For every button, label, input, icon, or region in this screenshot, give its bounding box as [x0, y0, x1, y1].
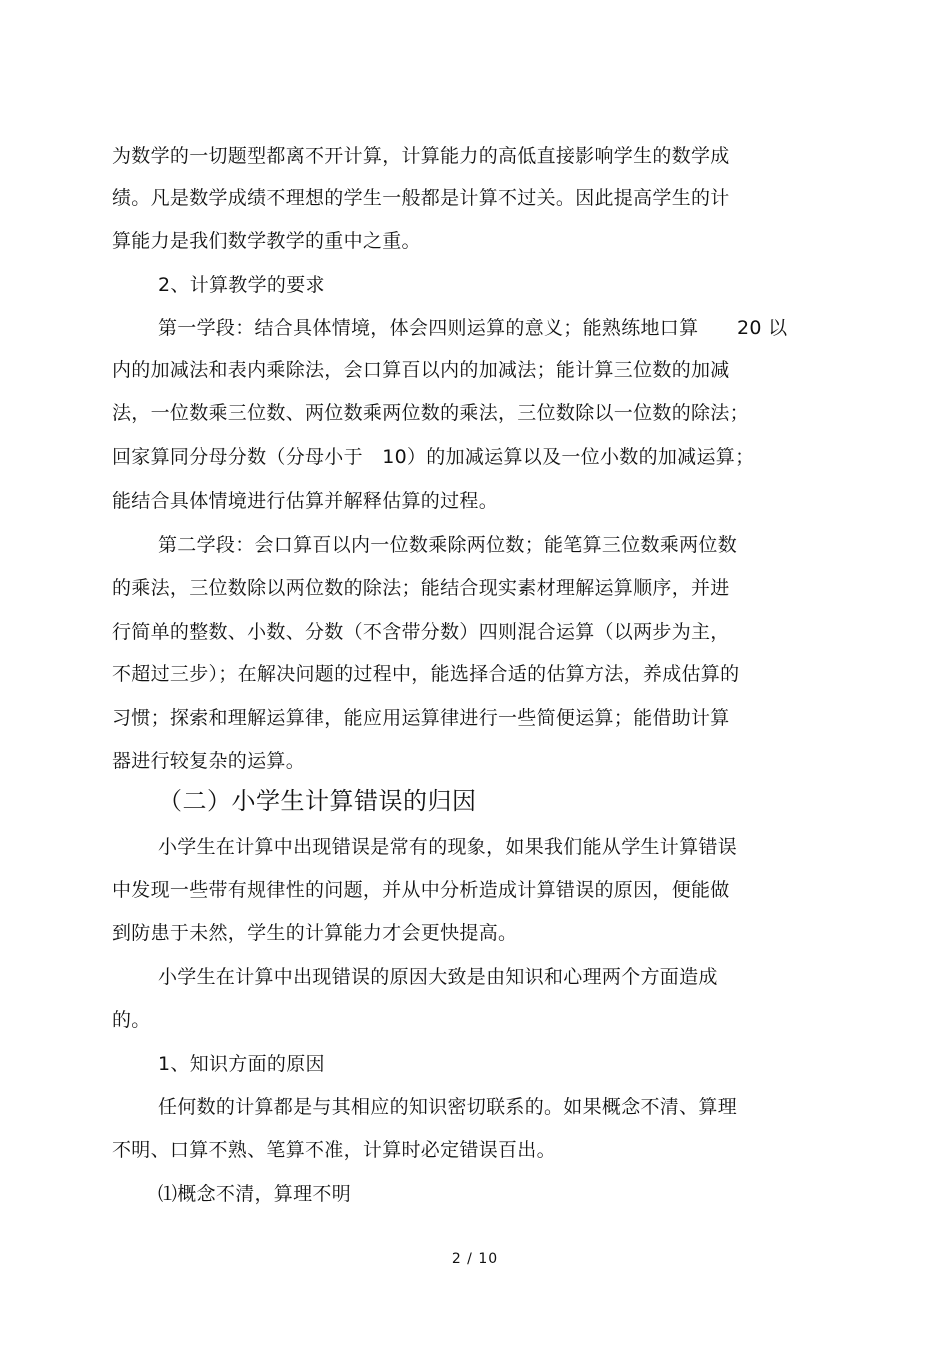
paragraph-line: 内的加减法和表内乘除法，会口算百以内的加减法；能计算三位数的加减: [112, 359, 730, 381]
page-number: 2 / 10: [451, 1251, 499, 1267]
paragraph-line: 小学生在计算中出现错误的原因大致是由知识和心理两个方面造成: [158, 966, 718, 988]
paragraph-line: 第二学段：会口算百以内一位数乘除两位数；能笔算三位数乘两位数: [158, 534, 738, 556]
paragraph-line: 行简单的整数、小数、分数（不含带分数）四则混合运算（以两步为主，: [112, 621, 730, 643]
paragraph-line: 算能力是我们数学教学的重中之重。: [112, 230, 421, 252]
paragraph-line: 任何数的计算都是与其相应的知识密切联系的。如果概念不清、算理: [158, 1096, 738, 1118]
paragraph-line: 回家算同分母分数（分母小于 10）的加减运算以及一位小数的加减运算；: [112, 446, 755, 468]
paragraph-line: 不超过三步）；在解决问题的过程中，能选择合适的估算方法，养成估算的: [112, 663, 740, 685]
paragraph-line: 不明、口算不熟、笔算不准，计算时必定错误百出。: [112, 1139, 556, 1161]
paragraph-line: 的。: [112, 1009, 151, 1031]
paragraph-line: 的乘法，三位数除以两位数的除法；能结合现实素材理解运算顺序，并进: [112, 577, 730, 599]
list-item-heading: ⑴概念不清，算理不明: [158, 1183, 352, 1205]
paragraph-line: 第一学段：结合具体情境，体会四则运算的意义；能熟练地口算 20 以: [158, 317, 788, 339]
paragraph-line: 为数学的一切题型都离不开计算，计算能力的高低直接影响学生的数学成: [112, 145, 730, 167]
paragraph-line: 绩。凡是数学成绩不理想的学生一般都是计算不过关。因此提高学生的计: [112, 187, 730, 209]
section-subheading: 1、知识方面的原因: [158, 1053, 325, 1075]
paragraph-line: 习惯；探索和理解运算律，能应用运算律进行一些简便运算；能借助计算: [112, 707, 730, 729]
section-heading: （二）小学生计算错误的归因: [158, 787, 477, 815]
paragraph-line: 到防患于未然，学生的计算能力才会更快提高。: [112, 922, 518, 944]
paragraph-line: 法，一位数乘三位数、两位数乘两位数的乘法，三位数除以一位数的除法；: [112, 402, 749, 424]
paragraph-line: 能结合具体情境进行估算并解释估算的过程。: [112, 490, 499, 512]
paragraph-line: 器进行较复杂的运算。: [112, 750, 306, 772]
section-subheading: 2、计算教学的要求: [158, 274, 325, 296]
paragraph-line: 小学生在计算中出现错误是常有的现象，如果我们能从学生计算错误: [158, 836, 738, 858]
paragraph-line: 中发现一些带有规律性的问题，并从中分析造成计算错误的原因，便能做: [112, 879, 730, 901]
